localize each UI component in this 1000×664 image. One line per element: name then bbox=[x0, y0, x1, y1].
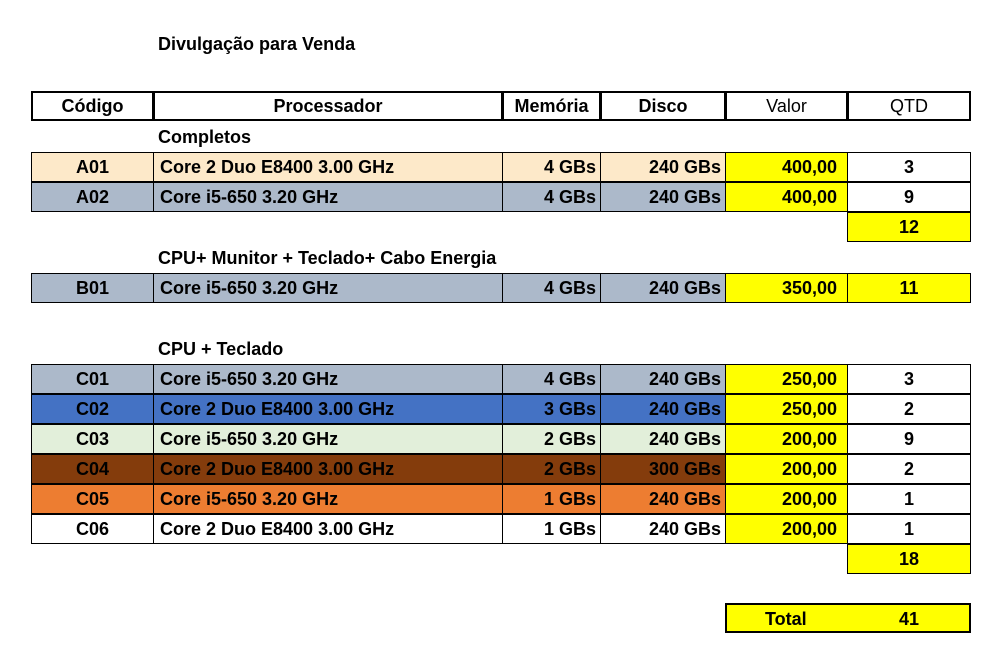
cell-processor: Core 2 Duo E8400 3.00 GHz bbox=[153, 454, 503, 484]
cell-processor: Core 2 Duo E8400 3.00 GHz bbox=[153, 514, 503, 544]
cell-qtd: 2 bbox=[847, 394, 971, 424]
table-row bbox=[31, 514, 971, 544]
section-title-cpu-monitor: CPU+ Munitor + Teclado+ Cabo Energia bbox=[158, 248, 497, 268]
cell-qtd: 11 bbox=[847, 273, 971, 303]
header-memory: Memória bbox=[502, 91, 601, 121]
cell-value: 200,00 bbox=[725, 424, 848, 454]
table-row bbox=[31, 273, 971, 303]
cell-value: 350,00 bbox=[725, 273, 848, 303]
cell-value: 200,00 bbox=[725, 484, 848, 514]
cell-code: C03 bbox=[31, 424, 154, 454]
cell-disk: 240 GBs bbox=[600, 364, 726, 394]
header-qtd: QTD bbox=[847, 91, 971, 121]
cell-code: C06 bbox=[31, 514, 154, 544]
cell-code: C02 bbox=[31, 394, 154, 424]
cell-disk: 240 GBs bbox=[600, 424, 726, 454]
cell-code: A02 bbox=[31, 182, 154, 212]
cell-value: 250,00 bbox=[725, 364, 848, 394]
table-row bbox=[31, 394, 971, 424]
cell-disk: 240 GBs bbox=[600, 182, 726, 212]
cell-code: C05 bbox=[31, 484, 154, 514]
header-code: Código bbox=[31, 91, 154, 121]
cell-code: C04 bbox=[31, 454, 154, 484]
cell-memory: 2 GBs bbox=[502, 424, 601, 454]
cell-processor: Core i5-650 3.20 GHz bbox=[153, 484, 503, 514]
cell-qtd: 2 bbox=[847, 454, 971, 484]
cell-qtd: 1 bbox=[847, 484, 971, 514]
subtotal-cpu-teclado: 18 bbox=[847, 544, 971, 574]
cell-qtd: 3 bbox=[847, 364, 971, 394]
cell-memory: 4 GBs bbox=[502, 364, 601, 394]
cell-processor: Core i5-650 3.20 GHz bbox=[153, 424, 503, 454]
section-title-cpu-teclado: CPU + Teclado bbox=[158, 339, 284, 359]
subtotal-completos: 12 bbox=[847, 212, 971, 242]
total-box bbox=[725, 603, 971, 633]
cell-value: 200,00 bbox=[725, 514, 848, 544]
cell-memory: 4 GBs bbox=[502, 182, 601, 212]
cell-code: C01 bbox=[31, 364, 154, 394]
table-row bbox=[31, 182, 971, 212]
cell-disk: 240 GBs bbox=[600, 273, 726, 303]
cell-disk: 240 GBs bbox=[600, 394, 726, 424]
cell-value: 400,00 bbox=[725, 182, 848, 212]
cell-value: 200,00 bbox=[725, 454, 848, 484]
cell-disk: 240 GBs bbox=[600, 514, 726, 544]
cell-memory: 2 GBs bbox=[502, 454, 601, 484]
section-title-completos: Completos bbox=[158, 127, 252, 147]
cell-disk: 240 GBs bbox=[600, 484, 726, 514]
table-row bbox=[31, 152, 971, 182]
table-row bbox=[31, 364, 971, 394]
table-row bbox=[31, 424, 971, 454]
cell-disk: 300 GBs bbox=[600, 454, 726, 484]
page-title: Divulgação para Venda bbox=[158, 34, 356, 54]
cell-memory: 4 GBs bbox=[502, 273, 601, 303]
cell-memory: 1 GBs bbox=[502, 484, 601, 514]
total-label: Total bbox=[765, 609, 807, 629]
header-processor: Processador bbox=[153, 91, 503, 121]
cell-qtd: 9 bbox=[847, 182, 971, 212]
header-disk: Disco bbox=[600, 91, 726, 121]
cell-disk: 240 GBs bbox=[600, 152, 726, 182]
cell-memory: 4 GBs bbox=[502, 152, 601, 182]
table-row bbox=[31, 454, 971, 484]
cell-value: 400,00 bbox=[725, 152, 848, 182]
table-header bbox=[31, 91, 971, 121]
cell-code: B01 bbox=[31, 273, 154, 303]
cell-processor: Core i5-650 3.20 GHz bbox=[153, 182, 503, 212]
cell-qtd: 1 bbox=[847, 514, 971, 544]
cell-value: 250,00 bbox=[725, 394, 848, 424]
cell-memory: 1 GBs bbox=[502, 514, 601, 544]
cell-processor: Core 2 Duo E8400 3.00 GHz bbox=[153, 394, 503, 424]
cell-code: A01 bbox=[31, 152, 154, 182]
table-row bbox=[31, 484, 971, 514]
cell-qtd: 3 bbox=[847, 152, 971, 182]
header-value: Valor bbox=[725, 91, 848, 121]
cell-processor: Core i5-650 3.20 GHz bbox=[153, 364, 503, 394]
cell-qtd: 9 bbox=[847, 424, 971, 454]
cell-processor: Core 2 Duo E8400 3.00 GHz bbox=[153, 152, 503, 182]
cell-memory: 3 GBs bbox=[502, 394, 601, 424]
cell-processor: Core i5-650 3.20 GHz bbox=[153, 273, 503, 303]
total-value: 41 bbox=[899, 609, 920, 629]
